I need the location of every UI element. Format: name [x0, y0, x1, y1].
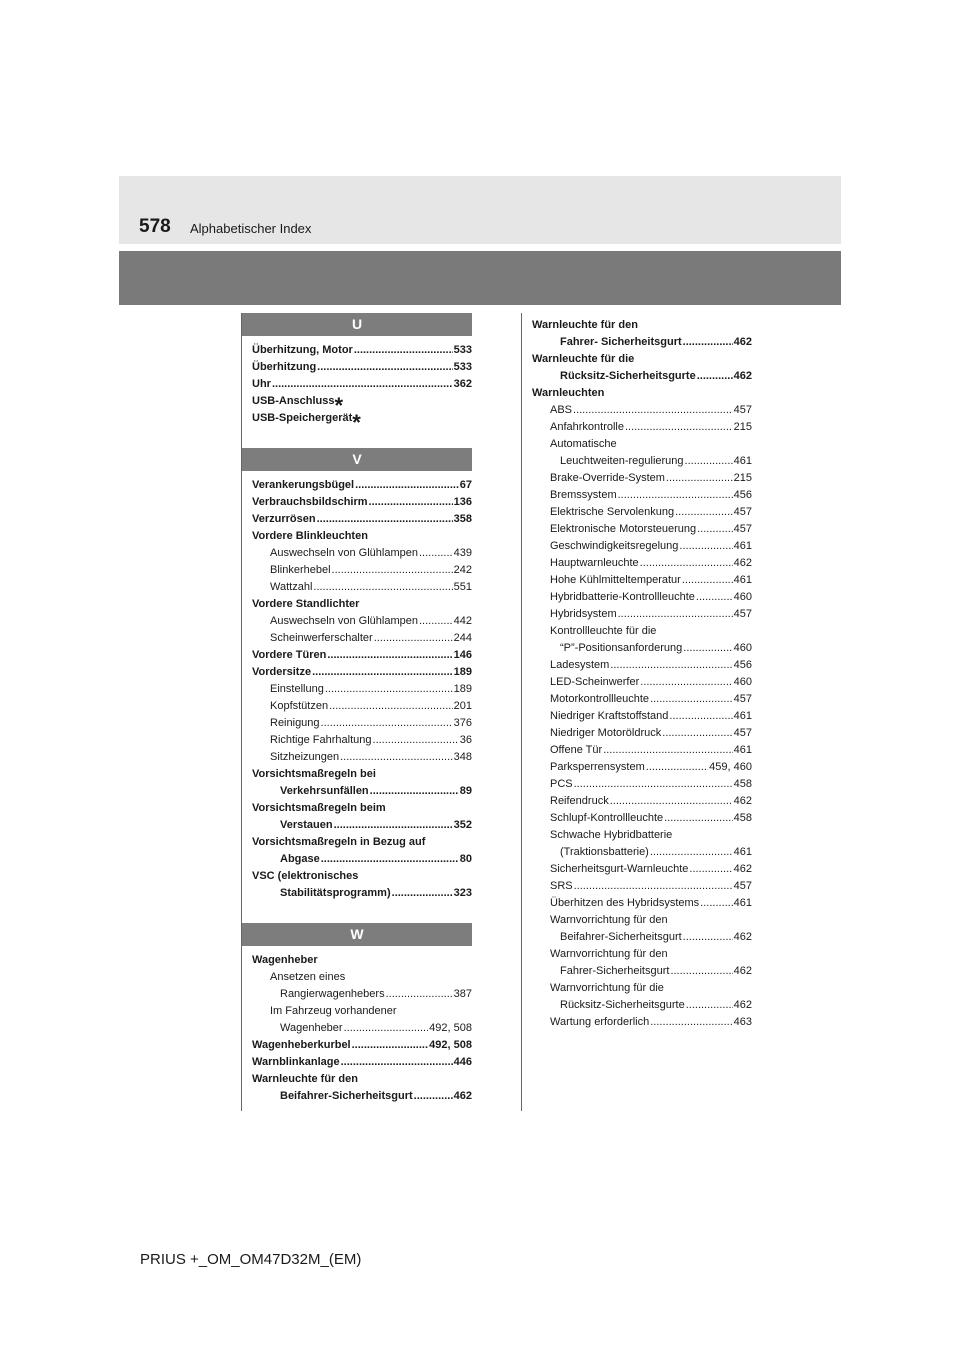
- index-entry: [522, 623, 752, 640]
- leader-dots: [683, 640, 732, 657]
- page-reference: 462: [733, 795, 752, 807]
- leader-dots: [317, 359, 452, 376]
- page-reference: 462: [733, 557, 752, 569]
- leader-dots: [321, 851, 459, 868]
- page-reference: 348: [453, 751, 472, 763]
- leader-dots: [662, 725, 732, 742]
- index-entry: [242, 579, 472, 596]
- leader-dots: [340, 749, 453, 766]
- index-term: Vordere Türen: [252, 649, 327, 661]
- page-reference: 461: [733, 455, 752, 467]
- index-entry: [242, 494, 472, 511]
- index-term: Rücksitz-Sicherheitsgurte: [560, 370, 696, 382]
- index-term: Abgase: [280, 853, 320, 865]
- index-entry: [242, 1003, 472, 1020]
- index-term: Fahrer-Sicherheitsgurt: [560, 965, 670, 977]
- page-reference: 457: [733, 523, 752, 535]
- index-term: Ladesystem: [550, 659, 610, 671]
- index-entry: [242, 545, 472, 562]
- index-entry: [242, 359, 472, 376]
- leader-dots: [610, 793, 733, 810]
- index-entry: [242, 885, 472, 902]
- leader-dots: [317, 511, 453, 528]
- index-entry: [522, 402, 752, 419]
- index-entry: [242, 817, 472, 834]
- index-entry: [522, 691, 752, 708]
- page-reference: 89: [459, 785, 472, 797]
- index-entry: [242, 1088, 472, 1105]
- leader-dots: [386, 986, 453, 1003]
- leader-dots: [354, 342, 453, 359]
- index-term: Motorkontrollleuchte: [550, 693, 650, 705]
- index-term: Hybridbatterie-Kontrollleuchte: [550, 591, 695, 603]
- index-term: Verstauen: [280, 819, 333, 831]
- page-reference: 244: [453, 632, 472, 644]
- leader-dots: [683, 334, 733, 351]
- leader-dots: [373, 732, 459, 749]
- index-term: Vorsichtsmaßregeln beim: [252, 802, 386, 814]
- leader-dots: [700, 895, 732, 912]
- index-term: Rücksitz-Sicherheitsgurte: [560, 999, 685, 1011]
- index-entry: [522, 538, 752, 555]
- section-letter-w: W: [242, 923, 472, 946]
- index-entry: [242, 1037, 472, 1054]
- leader-dots: [696, 589, 733, 606]
- index-term: Warnleuchte für den: [252, 1073, 358, 1085]
- index-entry: [242, 681, 472, 698]
- index-term: Verkehrsunfällen: [280, 785, 369, 797]
- index-term: Warnvorrichtung für den: [550, 914, 668, 926]
- index-term: Sicherheitsgurt-Warnleuchte: [550, 863, 689, 875]
- page-reference: 358: [453, 513, 472, 525]
- leader-dots: [625, 419, 733, 436]
- index-entry: [522, 555, 752, 572]
- index-term: Überhitzung, Motor: [252, 344, 353, 356]
- page-reference: 460: [733, 642, 752, 654]
- page-reference: 461: [733, 846, 752, 858]
- leader-dots: [370, 783, 459, 800]
- index-term: Verbrauchsbildschirm: [252, 496, 368, 508]
- index-term: Vordersitze: [252, 666, 312, 678]
- page-reference: 461: [733, 744, 752, 756]
- index-term: Vordere Blinkleuchten: [252, 530, 368, 542]
- page-reference: 439: [453, 547, 472, 559]
- index-entry: [242, 715, 472, 732]
- index-term: ABS: [550, 404, 573, 416]
- index-term: PCS: [550, 778, 573, 790]
- index-entry: [522, 487, 752, 504]
- index-entry: [522, 725, 752, 742]
- index-entry: [242, 1020, 472, 1037]
- index-term: Ansetzen eines: [270, 971, 346, 983]
- leader-dots: [664, 810, 733, 827]
- page-reference: 201: [453, 700, 472, 712]
- page-reference: 461: [733, 710, 752, 722]
- page-reference: 457: [733, 608, 752, 620]
- page-reference: 462: [733, 931, 752, 943]
- leader-dots: [574, 776, 733, 793]
- index-entry: [242, 800, 472, 817]
- leader-dots: [666, 470, 733, 487]
- page-reference: 189: [453, 666, 472, 678]
- index-term: “P”-Positionsanforderung: [560, 642, 683, 654]
- leader-dots: [697, 368, 733, 385]
- section-entries: [242, 946, 472, 1105]
- index-term: Vorsichtsmaßregeln bei: [252, 768, 376, 780]
- index-term: Wattzahl: [270, 581, 313, 593]
- section-entries: [242, 471, 472, 902]
- leader-dots: [327, 647, 452, 664]
- leader-dots: [332, 562, 453, 579]
- page-reference: 362: [453, 378, 472, 390]
- page-reference: 80: [459, 853, 472, 865]
- page-title: Alphabetischer Index: [190, 221, 312, 236]
- index-term: Warnleuchten: [532, 387, 605, 399]
- index-column-left: [241, 313, 472, 1111]
- index-term: Auswechseln von Glühlampen: [270, 547, 418, 559]
- index-entry: [242, 528, 472, 545]
- leader-dots: [675, 504, 733, 521]
- section-letter-u: U: [242, 313, 472, 336]
- index-entry: [522, 436, 752, 453]
- index-entry: [522, 657, 752, 674]
- leader-dots: [640, 555, 733, 572]
- index-term: Kontrollleuchte für die: [550, 625, 657, 637]
- index-entry: [242, 952, 472, 969]
- index-term: Reifendruck: [550, 795, 609, 807]
- index-entry: [242, 1054, 472, 1071]
- index-entry: [522, 606, 752, 623]
- index-entry: [522, 572, 752, 589]
- leader-dots: [618, 487, 733, 504]
- leader-dots: [325, 681, 453, 698]
- leader-dots: [352, 1037, 429, 1054]
- leader-dots: [650, 844, 733, 861]
- page-reference: 462: [453, 1090, 472, 1102]
- index-entry: [522, 759, 752, 776]
- leader-dots: [603, 742, 732, 759]
- leader-dots: [573, 402, 733, 419]
- page-reference: 457: [733, 404, 752, 416]
- page-reference: 460: [733, 676, 752, 688]
- index-term: Wagenheberkurbel: [252, 1039, 351, 1051]
- index-term: Warnleuchte für die: [532, 353, 635, 365]
- page-reference: 462: [733, 965, 752, 977]
- index-term: Überhitzen des Hybridsystems: [550, 897, 700, 909]
- index-term: Reinigung: [270, 717, 320, 729]
- page-reference: 461: [733, 897, 752, 909]
- index-entry: [242, 749, 472, 766]
- leader-dots: [650, 1014, 732, 1031]
- leader-dots: [697, 521, 733, 538]
- leader-dots: [685, 453, 733, 470]
- index-term: Vorsichtsmaßregeln in Bezug auf: [252, 836, 426, 848]
- index-term: USB-Anschluss: [252, 395, 335, 407]
- index-term: Wartung erforderlich: [550, 1016, 650, 1028]
- index-term: Sitzheizungen: [270, 751, 340, 763]
- index-term: SRS: [550, 880, 573, 892]
- page-reference: 462: [733, 863, 752, 875]
- page-reference: 533: [453, 361, 472, 373]
- index-term: Hybridsystem: [550, 608, 617, 620]
- index-entry: [242, 664, 472, 681]
- index-entry: [522, 504, 752, 521]
- index-column-right: [521, 313, 752, 1111]
- section-entries: [522, 313, 752, 1031]
- page-reference: 215: [733, 421, 752, 433]
- index-term: Offene Tür: [550, 744, 603, 756]
- index-entry: [522, 470, 752, 487]
- index-term: Fahrer- Sicherheitsgurt: [560, 336, 682, 348]
- leader-dots: [682, 572, 733, 589]
- index-entry: [242, 477, 472, 494]
- section-letter-v: V: [242, 448, 472, 471]
- index-term: Bremssystem: [550, 489, 617, 501]
- index-entry: [242, 986, 472, 1003]
- page-reference: 458: [733, 778, 752, 790]
- page-reference: 462: [733, 336, 752, 348]
- leader-dots: [686, 997, 733, 1014]
- page-reference: 459, 460: [709, 761, 752, 773]
- page-reference: 352: [453, 819, 472, 831]
- index-term: Brake-Override-System: [550, 472, 665, 484]
- index-entry: [522, 912, 752, 929]
- index-entry: [242, 1071, 472, 1088]
- index-entry: [522, 708, 752, 725]
- section-entries: [242, 336, 472, 427]
- leader-dots: [414, 1088, 453, 1105]
- index-term: VSC (elektronisches: [252, 870, 359, 882]
- index-term: Auswechseln von Glühlampen: [270, 615, 418, 627]
- index-term: LED-Scheinwerfer: [550, 676, 640, 688]
- leader-dots: [313, 579, 452, 596]
- page-reference: 533: [453, 344, 472, 356]
- index-term: Scheinwerferschalter: [270, 632, 373, 644]
- page-reference: 146: [453, 649, 472, 661]
- index-term: Anfahrkontrolle: [550, 421, 624, 433]
- index-entry: [522, 317, 752, 334]
- index-term: Schwache Hybridbatterie: [550, 829, 673, 841]
- page-reference: 458: [733, 812, 752, 824]
- leader-dots: [670, 963, 732, 980]
- index-term: Warnleuchte für den: [532, 319, 638, 331]
- leader-dots: [679, 538, 732, 555]
- index-term: Hauptwarnleuchte: [550, 557, 639, 569]
- index-entry: [522, 827, 752, 844]
- index-term: Parksperrensystem: [550, 761, 645, 773]
- index-entry: [522, 521, 752, 538]
- index-term: Geschwindigkeitsregelung: [550, 540, 679, 552]
- leader-dots: [419, 545, 453, 562]
- index-entry: [242, 562, 472, 579]
- index-term: Niedriger Motoröldruck: [550, 727, 662, 739]
- index-entry: [522, 351, 752, 368]
- page-reference: 461: [733, 574, 752, 586]
- index-term: Kopfstützen: [270, 700, 329, 712]
- index-entry: [522, 419, 752, 436]
- index-term: Einstellung: [270, 683, 324, 695]
- page-reference: 242: [453, 564, 472, 576]
- index-entry: [522, 385, 752, 402]
- index-entry: [522, 861, 752, 878]
- leader-dots: [689, 861, 732, 878]
- index-term: Hohe Kühlmitteltemperatur: [550, 574, 681, 586]
- page-reference: 457: [733, 506, 752, 518]
- index-entry: [522, 742, 752, 759]
- leader-dots: [683, 929, 733, 946]
- leader-dots: [574, 878, 733, 895]
- index-term: Überhitzung: [252, 361, 317, 373]
- leader-dots: [392, 885, 453, 902]
- index-entry: [522, 946, 752, 963]
- index-entry: [522, 1014, 752, 1031]
- page-reference: 462: [733, 999, 752, 1011]
- page-reference: 457: [733, 727, 752, 739]
- index-entry: [522, 963, 752, 980]
- page-reference: 446: [453, 1056, 472, 1068]
- footnote-star: *: [352, 410, 361, 427]
- index-term: Rangierwagenhebers: [280, 988, 385, 1000]
- index-entry: [242, 393, 472, 410]
- page-reference: 457: [733, 693, 752, 705]
- index-entry: [242, 342, 472, 359]
- page-reference: 492, 508: [429, 1022, 472, 1034]
- index-term: Im Fahrzeug vorhandener: [270, 1005, 397, 1017]
- page-reference: 67: [459, 479, 472, 491]
- index-term: Beifahrer-Sicherheitsgurt: [280, 1090, 413, 1102]
- index-term: Elektronische Motorsteuerung: [550, 523, 697, 535]
- leader-dots: [646, 759, 708, 776]
- header-band: [119, 251, 841, 305]
- index-entry: [242, 511, 472, 528]
- index-term: Warnvorrichtung für die: [550, 982, 664, 994]
- page-number: 578: [139, 216, 171, 237]
- index-entry: [242, 783, 472, 800]
- index-term: Richtige Fahrhaltung: [270, 734, 372, 746]
- index-entry: [522, 368, 752, 385]
- index-entry: [242, 376, 472, 393]
- footnote-star: *: [334, 393, 344, 410]
- page-reference: 456: [733, 489, 752, 501]
- page-reference: 376: [453, 717, 472, 729]
- index-term: Wagenheber: [280, 1022, 343, 1034]
- leader-dots: [329, 698, 453, 715]
- index-entry: [522, 844, 752, 861]
- index-entry: [242, 868, 472, 885]
- index-entry: [242, 596, 472, 613]
- page-reference: 462: [733, 370, 752, 382]
- index-entry: [522, 640, 752, 657]
- leader-dots: [355, 477, 459, 494]
- leader-dots: [312, 664, 453, 681]
- page-reference: 387: [453, 988, 472, 1000]
- index-entry: [242, 630, 472, 647]
- page-reference: 492, 508: [429, 1039, 472, 1051]
- index-term: Niedriger Kraftstoffstand: [550, 710, 669, 722]
- index-entry: [242, 410, 472, 427]
- index-entry: [242, 613, 472, 630]
- index-entry: [242, 698, 472, 715]
- leader-dots: [334, 817, 453, 834]
- page-reference: 457: [733, 880, 752, 892]
- index-term: Beifahrer-Sicherheitsgurt: [560, 931, 682, 943]
- document-code: PRIUS +_OM_OM47D32M_(EM): [140, 1251, 362, 1268]
- leader-dots: [272, 376, 453, 393]
- page-reference: 551: [453, 581, 472, 593]
- leader-dots: [419, 613, 453, 630]
- index-entry: [522, 334, 752, 351]
- page-reference: 463: [733, 1016, 752, 1028]
- page-reference: 215: [733, 472, 752, 484]
- index-term: Warnblinkanlage: [252, 1056, 340, 1068]
- index-entry: [522, 776, 752, 793]
- page-reference: 323: [453, 887, 472, 899]
- index-term: Schlupf-Kontrollleuchte: [550, 812, 664, 824]
- leader-dots: [374, 630, 453, 647]
- leader-dots: [669, 708, 732, 725]
- leader-dots: [341, 1054, 453, 1071]
- leader-dots: [610, 657, 732, 674]
- index-entry: [522, 895, 752, 912]
- index-term: (Traktionsbatterie): [560, 846, 649, 858]
- index-entry: [522, 674, 752, 691]
- page-reference: 461: [733, 540, 752, 552]
- index-entry: [522, 929, 752, 946]
- index-term: Uhr: [252, 378, 271, 390]
- index-term: Verankerungsbügel: [252, 479, 355, 491]
- leader-dots: [618, 606, 733, 623]
- index-term: Warnvorrichtung für den: [550, 948, 668, 960]
- index-term: USB-Speichergerät: [252, 412, 353, 424]
- index-term: Automatische: [550, 438, 617, 450]
- leader-dots: [321, 715, 453, 732]
- index-entry: [522, 997, 752, 1014]
- index-entry: [242, 766, 472, 783]
- index-term: Leuchtweiten-regulierung: [560, 455, 684, 467]
- index-entry: [522, 793, 752, 810]
- index-entry: [242, 851, 472, 868]
- index-term: Blinkerhebel: [270, 564, 331, 576]
- index-entry: [242, 647, 472, 664]
- leader-dots: [369, 494, 453, 511]
- leader-dots: [344, 1020, 429, 1037]
- index-term: Verzurrösen: [252, 513, 316, 525]
- index-term: Wagenheber: [252, 954, 318, 966]
- index-term: Vordere Standlichter: [252, 598, 360, 610]
- index-entry: [522, 453, 752, 470]
- index-entry: [522, 878, 752, 895]
- index-entry: [522, 810, 752, 827]
- page-reference: 456: [733, 659, 752, 671]
- page-reference: 36: [459, 734, 472, 746]
- page-reference: 136: [453, 496, 472, 508]
- page-reference: 442: [453, 615, 472, 627]
- index-term: Stabilitätsprogramm): [280, 887, 391, 899]
- index-entry: [522, 589, 752, 606]
- index-term: Elektrische Servolenkung: [550, 506, 675, 518]
- index-entry: [242, 732, 472, 749]
- leader-dots: [640, 674, 732, 691]
- index-entry: [242, 969, 472, 986]
- index-entry: [522, 980, 752, 997]
- index-entry: [242, 834, 472, 851]
- leader-dots: [650, 691, 733, 708]
- page-reference: 460: [733, 591, 752, 603]
- page-reference: 189: [453, 683, 472, 695]
